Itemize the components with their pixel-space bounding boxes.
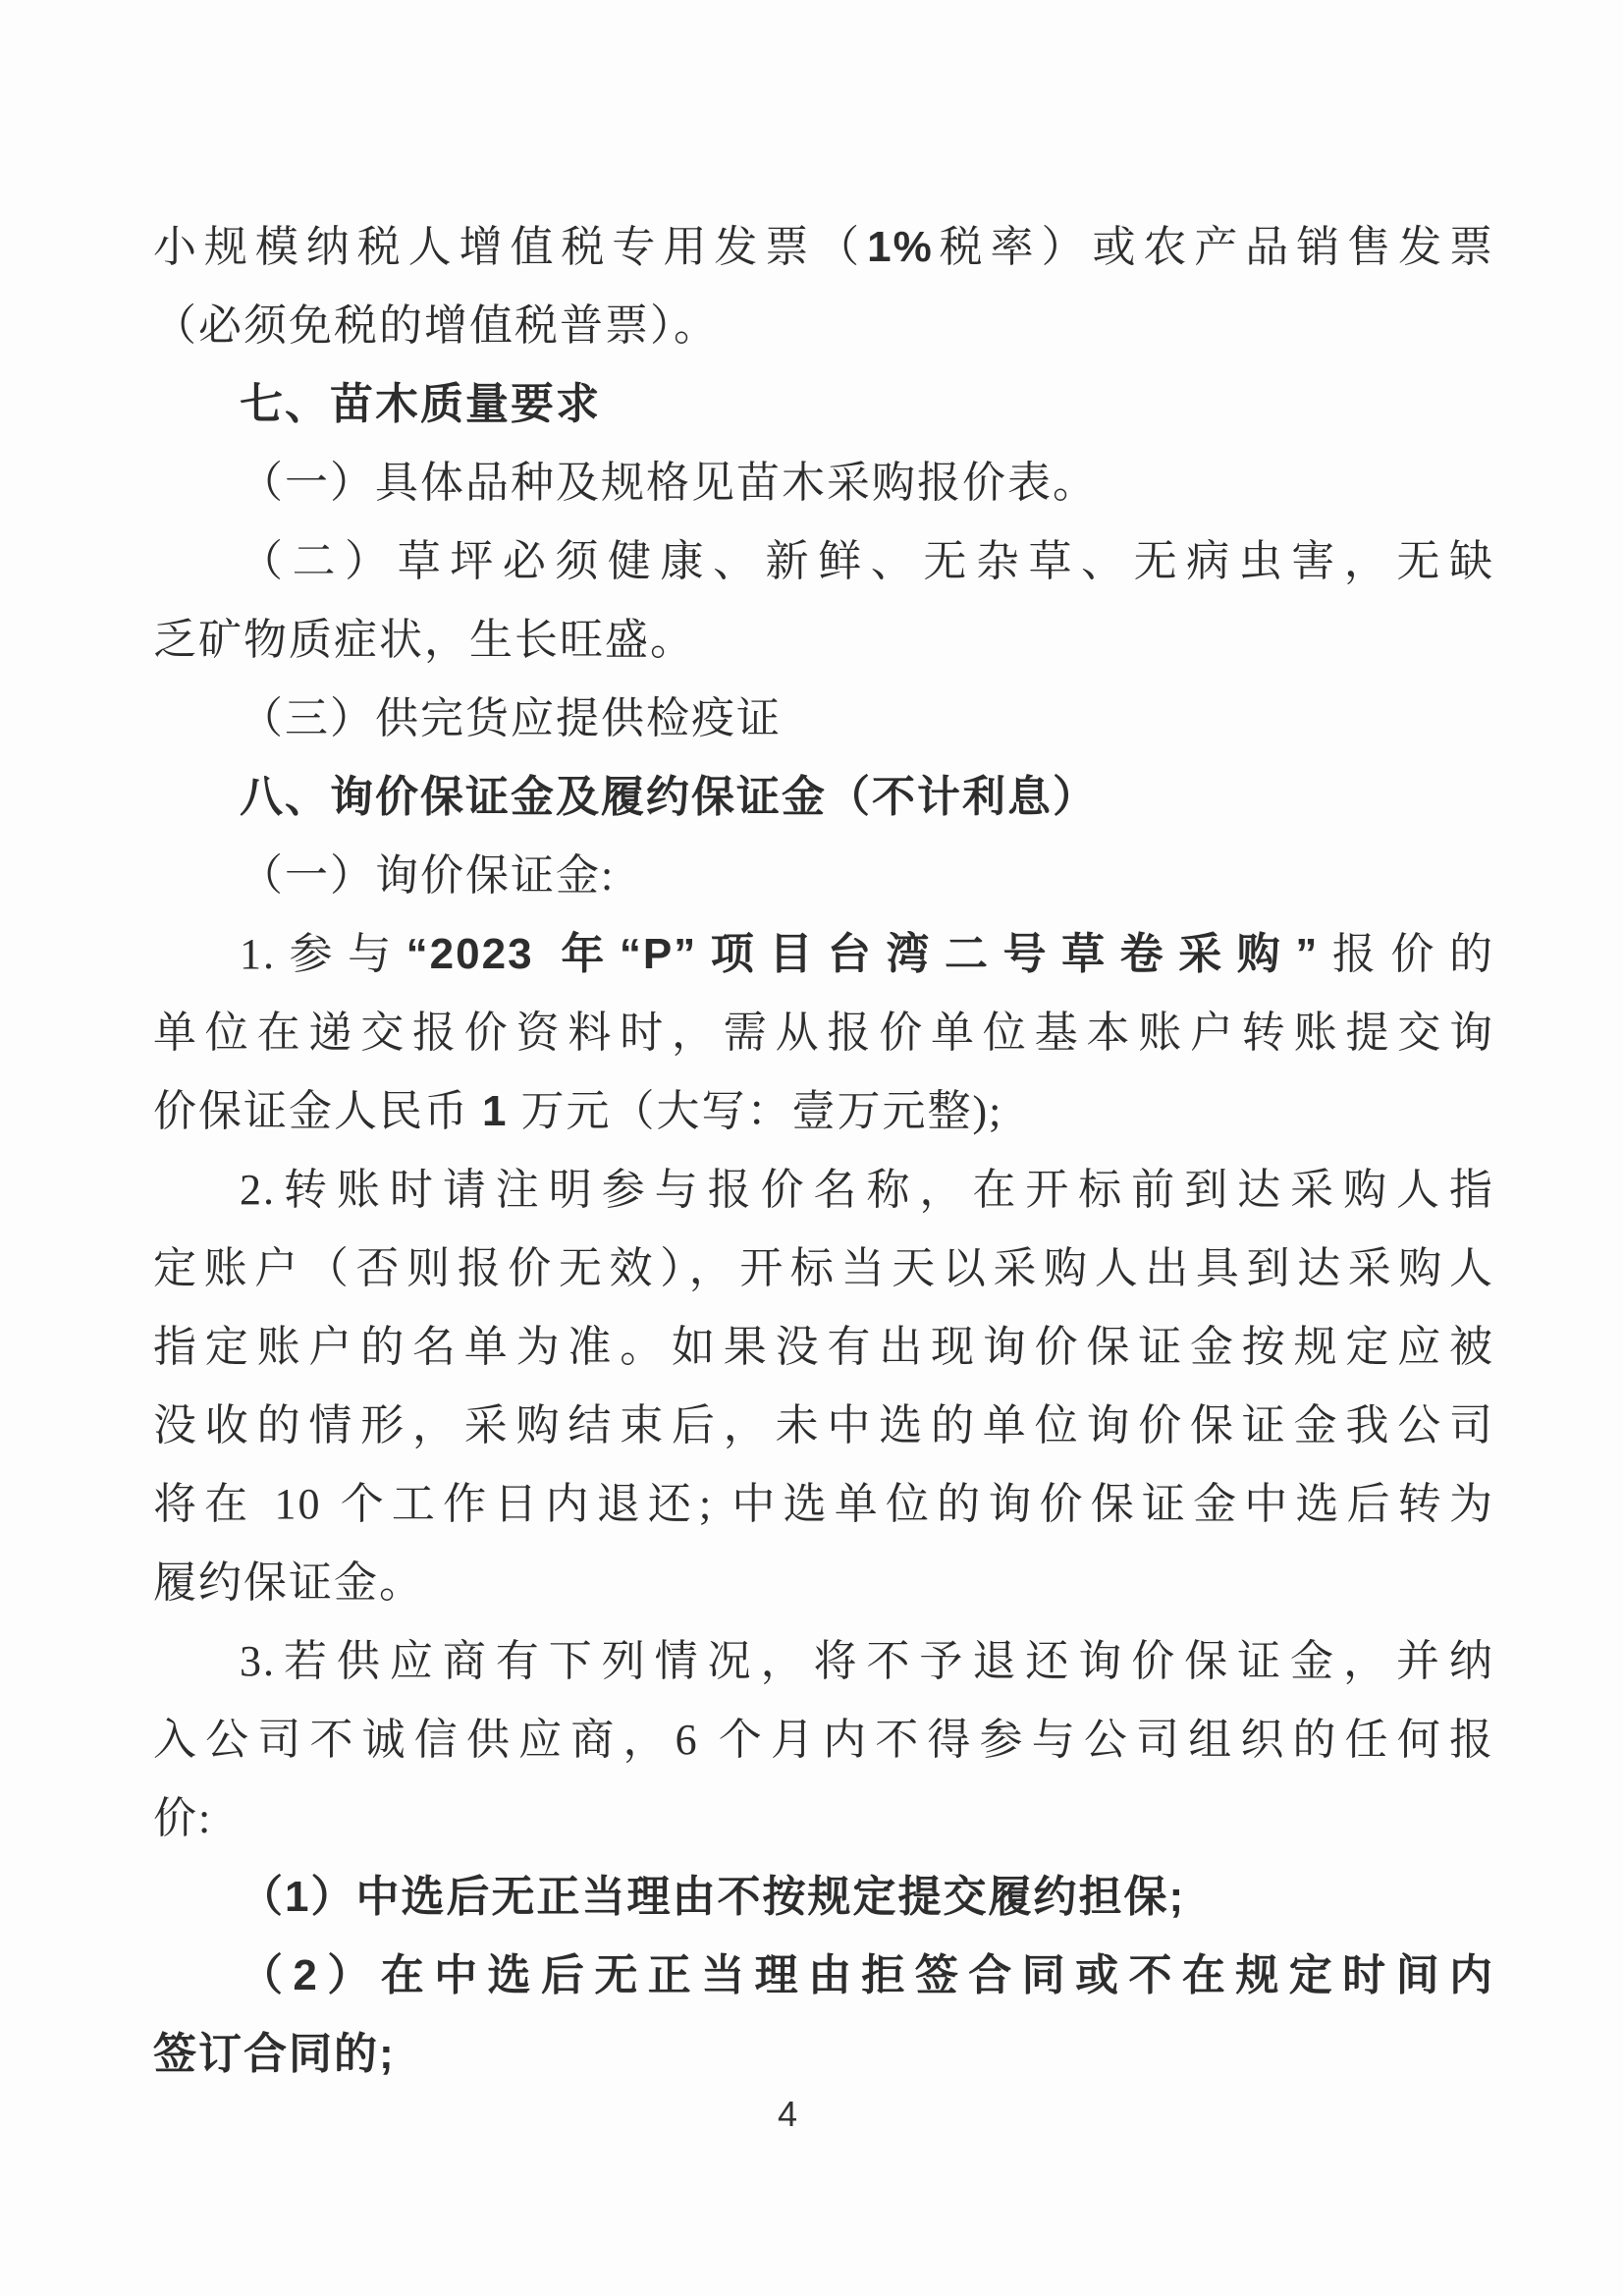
text-line (153, 1858, 1494, 1937)
text-segment: （一）具体品种及规格见苗木采购报价表。 (240, 459, 1098, 507)
text-segment: 指定账户的名单为准。如果没有出现询价保证金按规定应被 (153, 1323, 1494, 1371)
document-body (153, 208, 1494, 2094)
text-segment: 小规模纳税人增值税专用发票（ (153, 223, 868, 271)
text-segment: （必须免税的增值税普票）。 (153, 301, 719, 350)
text-line (153, 522, 1494, 601)
text-segment: 单位在递交报价资料时，需从报价单位基本账户转账提交询 (153, 1009, 1494, 1057)
text-segment: 价: (153, 1794, 213, 1842)
text-segment: 定账户（否则报价无效），开标当天以采购人出具到达采购人 (153, 1244, 1494, 1292)
text-segment: 3.若供应商有下列情况，将不予退还询价保证金，并纳 (240, 1637, 1494, 1685)
text-segment: 税率）或农产品销售发票 (933, 223, 1495, 271)
text-segment: （三）供完货应提供检疫证 (240, 694, 782, 742)
text-segment: 将在 10 个工作日内退还; 中选单位的询价保证金中选后转为 (153, 1480, 1494, 1528)
bold-text-segment: 签订合同的; (153, 2030, 396, 2078)
text-line (153, 601, 1494, 680)
text-segment: 乏矿物质症状，生长旺盛。 (153, 616, 695, 664)
bold-text-segment: （2）在中选后无正当理由拒签合同或不在规定时间内 (240, 1951, 1494, 1999)
text-segment: 1.参与 (240, 930, 406, 978)
bold-text-segment: （1）中选后无正当理由不按规定提交履约担保; (240, 1873, 1186, 1921)
text-segment: 万元（大写：壹万元整); (508, 1087, 1003, 1135)
text-segment: 没收的情形，采购结束后，未中选的单位询价保证金我公司 (153, 1401, 1494, 1449)
text-line (153, 1779, 1494, 1858)
text-line (153, 1230, 1494, 1308)
text-segment: 价保证金人民币 (153, 1087, 482, 1135)
page-number: 4 (778, 2094, 798, 2134)
text-line (153, 1308, 1494, 1387)
text-line (153, 444, 1494, 522)
text-line (153, 680, 1494, 758)
text-line (153, 994, 1494, 1072)
text-line (153, 758, 1494, 837)
bold-text-segment: 七、苗木质量要求 (240, 380, 601, 428)
text-line (153, 208, 1494, 287)
text-segment: 2.转账时请注明参与报价名称，在开标前到达采购人指 (240, 1166, 1494, 1214)
text-line (153, 1544, 1494, 1622)
text-line (153, 2015, 1494, 2094)
text-line (153, 287, 1494, 365)
text-segment: 入公司不诚信供应商，6 个月内不得参与公司组织的任何报 (153, 1716, 1494, 1764)
text-line (153, 1072, 1494, 1151)
bold-text-segment: 1% (867, 223, 934, 271)
text-segment: 履约保证金。 (153, 1558, 424, 1607)
text-line (153, 1465, 1494, 1544)
bold-text-segment: 八、询价保证金及履约保证金（不计利息） (240, 773, 1098, 821)
text-line (153, 1937, 1494, 2015)
text-line (153, 1151, 1494, 1230)
text-line (153, 1622, 1494, 1701)
bold-text-segment: “2023 年“P”项目台湾二号草卷采购” (406, 930, 1320, 978)
text-segment: 报价的 (1319, 930, 1495, 978)
text-segment: （二）草坪必须健康、新鲜、无杂草、无病虫害，无缺 (240, 537, 1494, 585)
text-line (153, 1701, 1494, 1779)
text-line (153, 915, 1494, 994)
text-line (153, 1387, 1494, 1465)
bold-text-segment: 1 (482, 1087, 509, 1135)
text-line (153, 837, 1494, 915)
text-segment: （一）询价保证金: (240, 851, 616, 900)
text-line (153, 365, 1494, 444)
